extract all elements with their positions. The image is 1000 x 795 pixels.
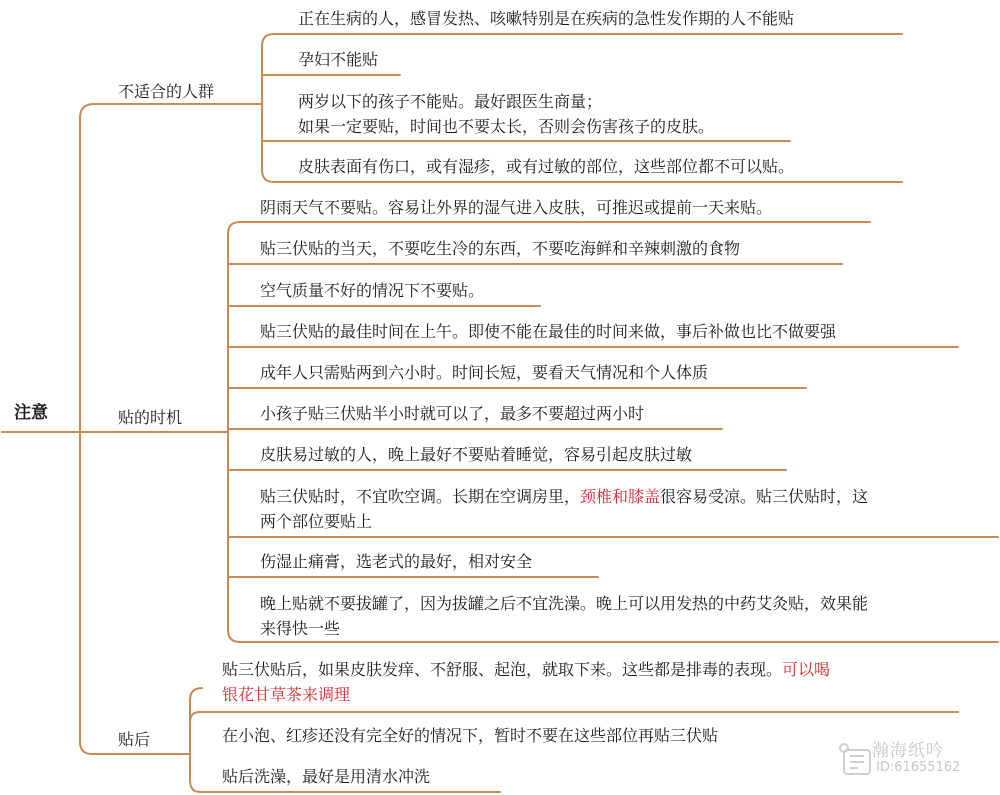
- connector-trunk: [80, 104, 262, 432]
- watermark-id: ID:61655162: [876, 760, 961, 775]
- list-item: 皮肤表面有伤口，或有湿疹，或有过敏的部位，这些部位都不可以贴。: [298, 157, 795, 176]
- watermark: [838, 736, 988, 786]
- list-item: 空气质量不好的情况下不要贴。: [260, 281, 485, 300]
- list-item: 阴雨天气不要贴。容易让外界的湿气进入皮肤，可推迟或提前一天来贴。: [260, 198, 773, 217]
- branch-label-after: 贴后: [118, 730, 151, 749]
- list-item-ac: [260, 485, 868, 508]
- list-item: 正在生病的人，感冒发热、咳嗽特别是在疾病的急性发作期的人不能贴: [298, 9, 795, 28]
- ac-text-2: 很容易受凉。贴三伏贴时，这: [660, 487, 869, 506]
- branch-label-timing: 贴的时机: [118, 408, 183, 427]
- list-item: 贴三伏贴的当天，不要吃生冷的东西，不要吃海鲜和辛辣刺激的食物: [260, 239, 741, 258]
- after-text-1: 贴三伏贴后，如果皮肤发痒、不舒服、起泡，就取下来。这些都是排毒的表现。: [222, 660, 783, 679]
- list-item-night: 晚上贴就不要拔罐了，因为拔罐之后不宜洗澡。晚上可以用发热的中药艾灸贴，效果能: [260, 594, 869, 613]
- after-highlight-1: 可以喝: [782, 660, 831, 679]
- branch-label-crowd: 不适合的人群: [118, 82, 215, 101]
- list-item-ac-cont: 两个部位要贴上: [260, 512, 373, 531]
- ac-highlight: 颈椎和膝盖: [580, 487, 661, 506]
- list-item: 孕妇不能贴: [298, 50, 379, 69]
- list-item: 如果一定要贴，时间也不要太长，否则会伤害孩子的皮肤。: [298, 117, 715, 136]
- ac-text-1: 贴三伏贴时，不宜吹空调。长期在空调房里，: [260, 487, 581, 506]
- list-item: 在小泡、红疹还没有完全好的情况下，暂时不要在这些部位再贴三伏贴: [222, 726, 719, 745]
- connector-trunk-lower: [80, 432, 190, 754]
- wechat-logo-icon: [838, 740, 874, 778]
- list-item: 成年人只需贴两到六小时。时间长短，要看天气情况和个人体质: [260, 363, 709, 382]
- list-item: 贴后洗澡，最好是用清水冲洗: [222, 767, 431, 786]
- list-item: 小孩子贴三伏贴半小时就可以了，最多不要超过两小时: [260, 404, 645, 423]
- root-node: 注意: [14, 403, 48, 423]
- list-item: 伤湿止痛膏，选老式的最好，相对安全: [260, 552, 533, 571]
- list-item: 两岁以下的孩子不能贴。最好跟医生商量；: [298, 92, 603, 111]
- list-item-night-cont: 来得快一些: [260, 619, 341, 638]
- list-item-after-1: [222, 658, 830, 681]
- after-highlight-2: 银花甘草茶来调理: [222, 685, 351, 704]
- list-item: 皮肤易过敏的人，晚上最好不要贴着睡觉，容易引起皮肤过敏: [260, 445, 693, 464]
- watermark-name: 瀚海纸吟: [872, 741, 944, 761]
- list-item: 贴三伏贴的最佳时间在上午。即使不能在最佳的时间来做，事后补做也比不做要强: [260, 322, 837, 341]
